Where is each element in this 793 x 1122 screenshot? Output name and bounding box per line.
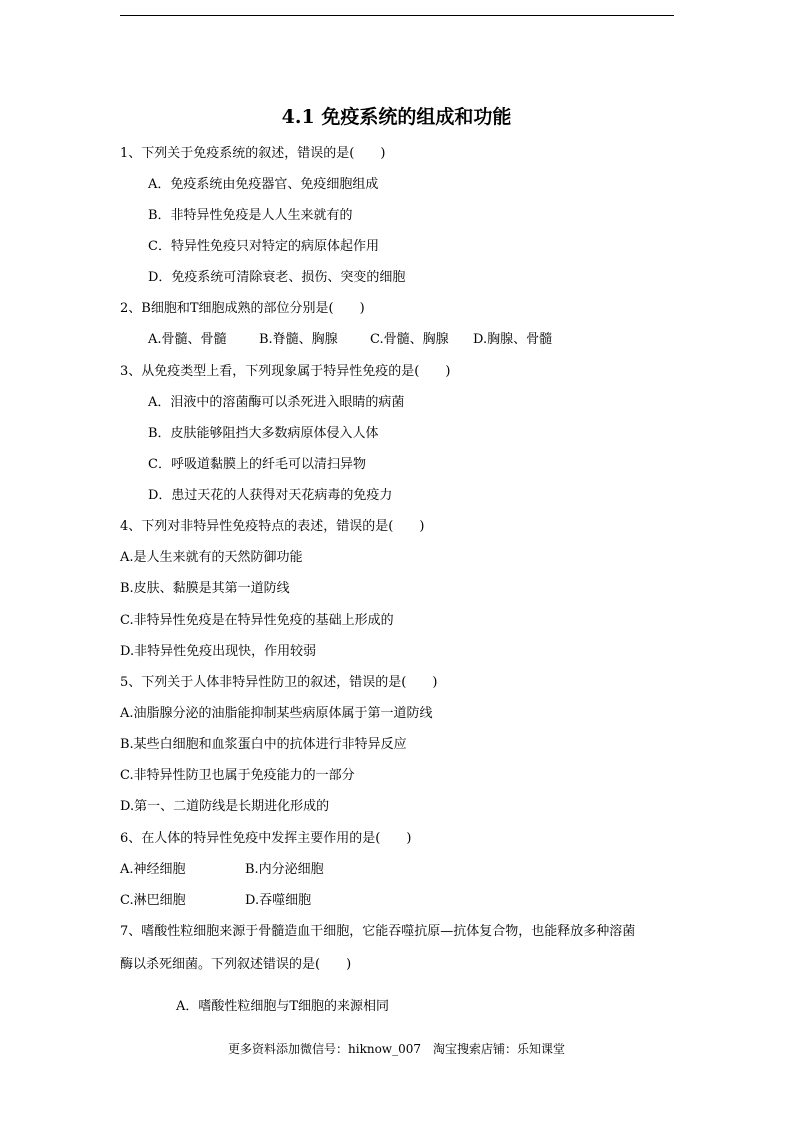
question-4-option-c: C.非特异性免疫是在特异性免疫的基础上形成的: [120, 613, 394, 628]
question-1-option-d: D．免疫系统可清除衰老、损伤、突变的细胞: [148, 270, 406, 285]
question-5-option-c: C.非特异性防卫也属于免疫能力的一部分: [120, 768, 355, 783]
question-1-option-b: B．非特异性免疫是人人生来就有的: [148, 208, 353, 223]
question-3-option-d: D．患过天花的人获得对天花病毒的免疫力: [148, 488, 393, 503]
question-5-option-b: B.某些白细胞和血浆蛋白中的抗体进行非特异反应: [120, 737, 407, 752]
question-2-option-d: D.胸腺、骨髓: [473, 332, 553, 347]
page-title: 4.1 免疫系统的组成和功能: [281, 106, 512, 128]
question-5-stem: 5、下列关于人体非特异性防卫的叙述，错误的是( ): [120, 675, 438, 690]
question-6-option-a: A.神经细胞: [120, 862, 186, 877]
page-footer: 更多资料添加微信号：hiknow_007 淘宝搜索店铺：乐知课堂: [228, 1042, 565, 1056]
question-4-option-a: A.是人生来就有的天然防御功能: [120, 550, 303, 565]
question-7-option-a: A．嗜酸性粒细胞与T细胞的来源相同: [176, 999, 390, 1014]
question-6-option-b: B.内分泌细胞: [245, 862, 324, 877]
question-5-option-a: A.油脂腺分泌的油脂能抑制某些病原体属于第一道防线: [120, 706, 433, 721]
question-2-stem: 2、B细胞和T细胞成熟的部位分别是( ): [120, 301, 365, 316]
question-7-stem-line-1: 7、嗜酸性粒细胞来源于骨髓造血干细胞，它能吞噬抗原—抗体复合物，也能释放多种溶菌: [120, 924, 636, 939]
header-rule: [120, 15, 674, 16]
question-2-option-a: A.骨髓、骨髓: [148, 332, 227, 347]
question-1-stem: 1、下列关于免疫系统的叙述，错误的是( ): [120, 146, 386, 161]
question-5-option-d: D.第一、二道防线是长期进化形成的: [120, 799, 330, 814]
question-6-option-c: C.淋巴细胞: [120, 893, 186, 908]
question-3-option-c: C．呼吸道黏膜上的纤毛可以清扫异物: [148, 457, 366, 472]
question-3-option-b: B．皮肤能够阻挡大多数病原体侵入人体: [148, 426, 379, 441]
question-6-option-d: D.吞噬细胞: [245, 893, 312, 908]
question-7-stem-line-2: 酶以杀死细菌。下列叙述错误的是( ): [120, 957, 352, 972]
question-3-option-a: A．泪液中的溶菌酶可以杀死进入眼睛的病菌: [148, 395, 405, 410]
question-6-stem: 6、在人体的特异性免疫中发挥主要作用的是( ): [120, 831, 412, 846]
question-4-stem: 4、下列对非特异性免疫特点的表述，错误的是( ): [120, 519, 425, 534]
question-4-option-b: B.皮肤、黏膜是其第一道防线: [120, 581, 290, 596]
question-3-stem: 3、从免疫类型上看，下列现象属于特异性免疫的是( ): [120, 364, 451, 379]
question-2-option-c: C.骨髓、胸腺: [370, 332, 449, 347]
question-1-option-c: C．特异性免疫只对特定的病原体起作用: [148, 239, 379, 254]
question-4-option-d: D.非特异性免疫出现快，作用较弱: [120, 644, 317, 659]
question-2-option-b: B.脊髓、胸腺: [259, 332, 338, 347]
question-1-option-a: A．免疫系统由免疫器官、免疫细胞组成: [148, 177, 379, 192]
